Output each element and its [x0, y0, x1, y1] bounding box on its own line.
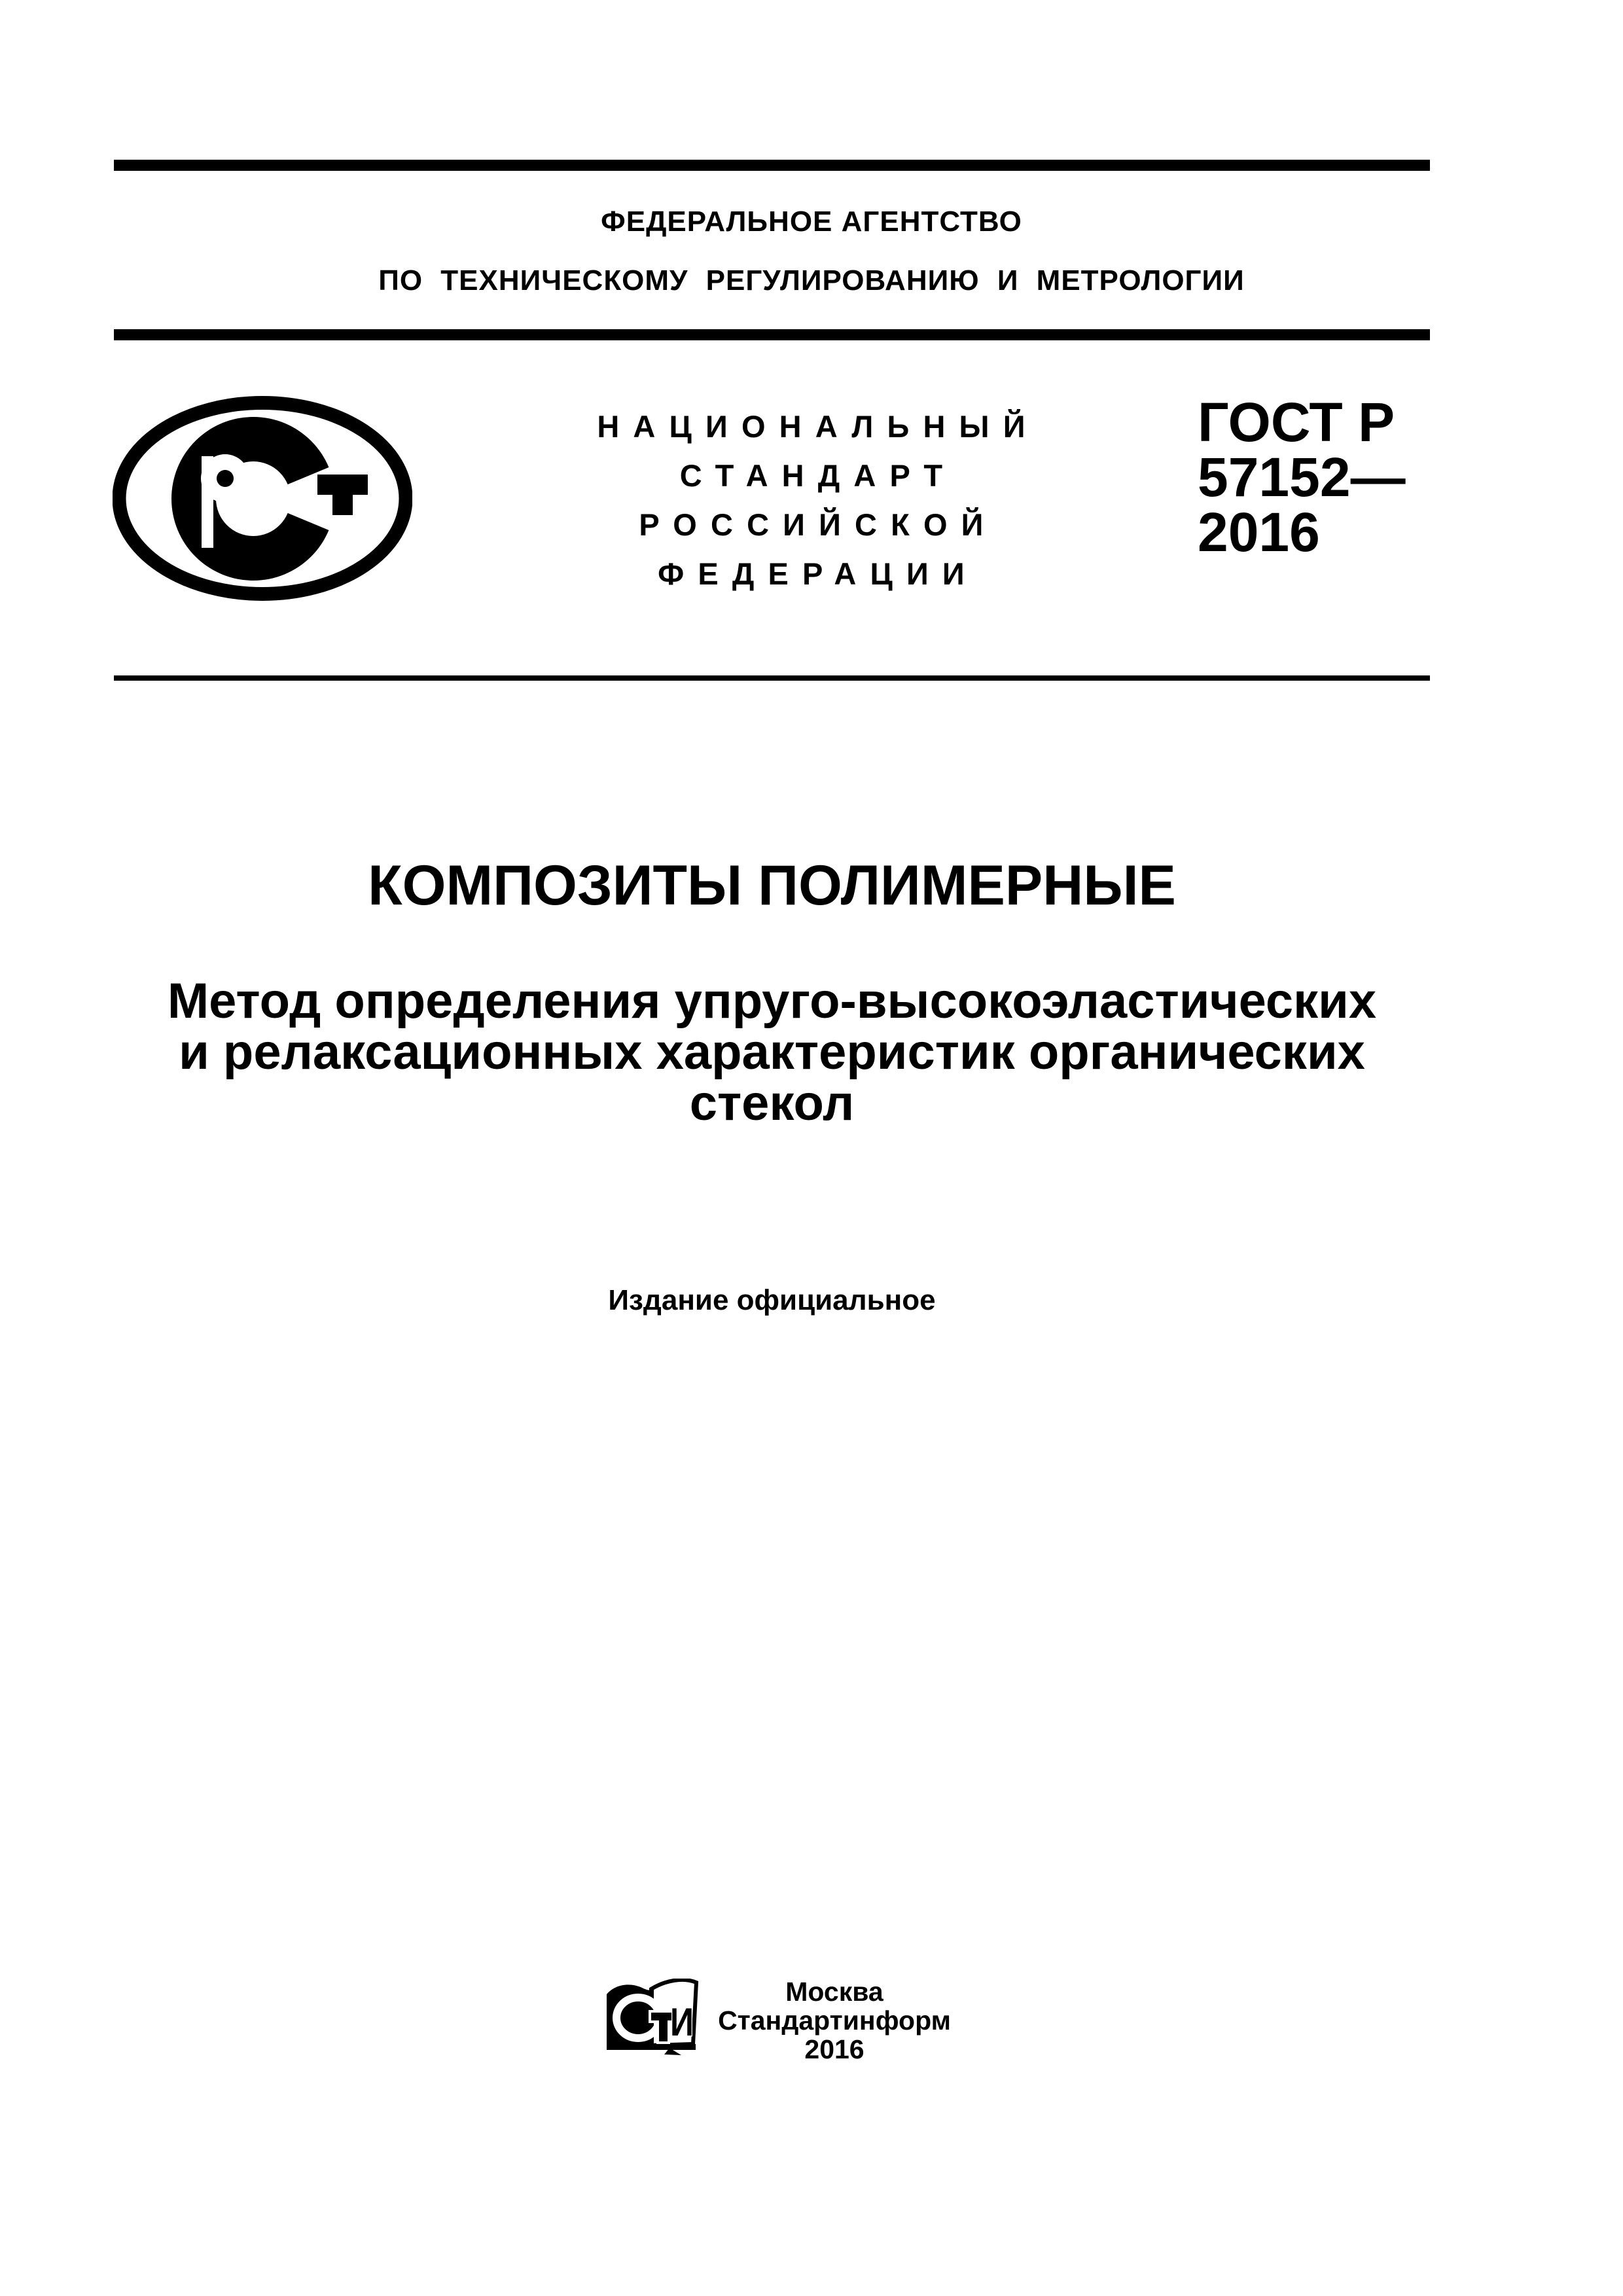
- agency-name-line2: ПО ТЕХНИЧЕСКОМУ РЕГУЛИРОВАНИЮ И МЕТРОЛОГИИ: [378, 264, 1245, 296]
- imprint-city: Москва: [785, 1977, 883, 2007]
- middle-rule: [114, 329, 1430, 340]
- subtitle-line: Метод определения упруго-высокоэластических: [167, 973, 1377, 1029]
- standard-type-line: НАЦИОНАЛЬНЫЙ: [597, 409, 1039, 444]
- imprint-block: [654, 1977, 1014, 2064]
- standard-type-line: СТАНДАРТ: [679, 458, 957, 493]
- standard-designation: [1198, 391, 1472, 563]
- standard-type-line: ФЕДЕРАЦИИ: [658, 556, 978, 591]
- edition-note: Издание официальное: [608, 1284, 936, 1316]
- imprint-year: 2016: [804, 2034, 865, 2064]
- standard-type-label: [425, 402, 1211, 598]
- agency-name-line1: ФЕДЕРАЛЬНОЕ АГЕНТСТВО: [601, 206, 1022, 238]
- subtitle-line: стекол: [689, 1075, 855, 1131]
- rst-logo-icon: [113, 396, 412, 601]
- imprint-publisher: Стандартинформ: [718, 2005, 951, 2036]
- subtitle-line: и релаксационных характеристик органических: [179, 1024, 1365, 1080]
- designation-line: 57152—: [1198, 446, 1406, 508]
- svg-text:И: И: [670, 2000, 694, 2044]
- document-title: КОМПОЗИТЫ ПОЛИМЕРНЫЕ: [368, 854, 1176, 917]
- designation-line: ГОСТ Р: [1198, 391, 1395, 453]
- top-rule: [114, 160, 1430, 171]
- bottom-rule: [114, 675, 1430, 681]
- document-subtitle: [114, 973, 1430, 1131]
- standard-type-line: РОССИЙСКОЙ: [639, 507, 997, 542]
- designation-line: 2016: [1198, 501, 1320, 563]
